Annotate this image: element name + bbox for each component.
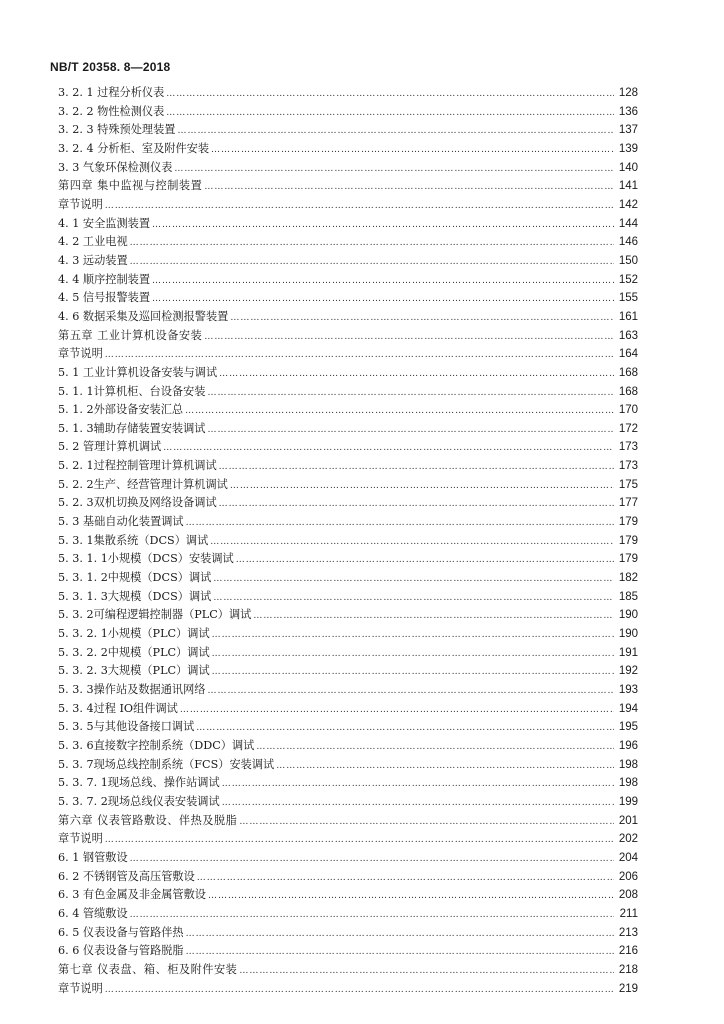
toc-entry-page-number: 201	[618, 814, 638, 827]
toc-dot-leader	[253, 607, 614, 626]
toc-entry-page-number: 164	[618, 348, 638, 361]
toc-dot-leader	[204, 178, 614, 197]
toc-entry-page-number: 150	[618, 254, 638, 267]
toc-entry-title: 5. 3. 7现场总线控制系统（FCS）安装调试	[58, 757, 275, 771]
toc-entry-title: 5. 3. 7. 2现场总线仪表安装调试	[58, 794, 220, 808]
toc-entry[interactable]	[58, 662, 638, 681]
toc-entry-page-number: 168	[618, 385, 638, 398]
toc-entry-title: 章节说明	[58, 981, 103, 995]
toc-entry[interactable]	[58, 308, 638, 327]
toc-entry-title: 4. 3 远动装置	[58, 253, 128, 267]
toc-entry[interactable]	[58, 905, 638, 924]
toc-entry-title: 6. 2 不锈钢管及高压管敷设	[58, 869, 195, 883]
toc-entry[interactable]	[58, 961, 638, 980]
toc-dot-leader	[208, 887, 614, 906]
toc-dot-leader	[207, 384, 614, 403]
toc-entry[interactable]	[58, 644, 638, 663]
toc-dot-leader	[212, 626, 614, 645]
toc-dot-leader	[204, 328, 614, 347]
toc-entry[interactable]	[58, 103, 638, 122]
toc-dot-leader	[105, 981, 614, 1000]
toc-entry[interactable]	[58, 849, 638, 868]
toc-dot-leader	[166, 104, 614, 123]
toc-entry[interactable]	[58, 980, 638, 999]
toc-entry-title: 3. 3 气象环保检测仪表	[58, 160, 173, 174]
toc-entry-title: 5. 1. 3辅助存储装置安装调试	[58, 421, 206, 435]
toc-entry[interactable]	[58, 886, 638, 905]
toc-entry-title: 4. 6 数据采集及巡回检测报警装置	[58, 309, 229, 323]
toc-entry[interactable]	[58, 756, 638, 775]
toc-dot-leader	[213, 589, 614, 608]
toc-entry[interactable]	[58, 494, 638, 513]
toc-dot-leader	[174, 160, 614, 179]
toc-dot-leader	[105, 831, 614, 850]
toc-entry[interactable]	[58, 532, 638, 551]
toc-entry[interactable]	[58, 718, 638, 737]
toc-entry-title: 5. 2. 2生产、经营管理计算机调试	[58, 477, 228, 491]
toc-entry[interactable]	[58, 830, 638, 849]
toc-entry[interactable]	[58, 476, 638, 495]
toc-entry-title: 第七章 仪表盘、箱、柜及附件安装	[58, 962, 238, 976]
toc-dot-leader	[152, 290, 614, 309]
toc-entry-page-number: 141	[618, 180, 638, 193]
toc-entry-page-number: 137	[618, 124, 638, 137]
toc-entry-page-number: 213	[618, 926, 638, 939]
toc-dot-leader	[130, 253, 614, 272]
toc-entry[interactable]	[58, 606, 638, 625]
toc-entry-page-number: 168	[618, 366, 638, 379]
toc-dot-leader	[222, 794, 614, 813]
toc-entry-title: 5. 3. 5与其他设备接口调试	[58, 720, 195, 734]
toc-entry[interactable]	[58, 289, 638, 308]
toc-entry-page-number: 211	[619, 907, 638, 920]
toc-entry[interactable]	[58, 457, 638, 476]
toc-dot-leader	[219, 458, 614, 477]
toc-entry-title: 6. 5 仪表设备与管路伴热	[58, 925, 184, 939]
toc-entry-title: 5. 3. 1集散系统（DCS）调试	[58, 533, 209, 547]
toc-entry[interactable]	[58, 327, 638, 346]
toc-entry-title: 5. 2. 3双机切换及网络设备调试	[58, 496, 217, 510]
toc-entry-title: 5. 3. 4过程 IO组件调试	[58, 701, 178, 715]
toc-entry-title: 5. 3. 1. 1小规模（DCS）安装调试	[58, 552, 234, 566]
toc-dot-leader	[219, 495, 614, 514]
toc-entry[interactable]	[58, 84, 638, 103]
toc-entry-page-number: 194	[618, 702, 638, 715]
toc-entry-title: 5. 2 管理计算机调试	[58, 440, 162, 454]
toc-entry-title: 章节说明	[58, 832, 103, 846]
toc-entry[interactable]	[58, 383, 638, 402]
toc-entry-page-number: 190	[618, 628, 638, 641]
toc-entry-page-number: 206	[618, 870, 638, 883]
toc-dot-leader	[163, 439, 614, 458]
toc-entry[interactable]	[58, 588, 638, 607]
toc-dot-leader	[256, 738, 614, 757]
toc-entry-page-number: 175	[618, 478, 638, 491]
toc-entry[interactable]	[58, 942, 638, 961]
toc-entry-page-number: 193	[618, 684, 638, 696]
toc-entry-page-number: 155	[618, 292, 638, 305]
toc-entry[interactable]	[58, 140, 638, 159]
toc-entry-title: 4. 1 安全监测装置	[58, 216, 151, 230]
toc-entry-page-number: 177	[618, 497, 638, 510]
toc-entry-title: 5. 3. 6直接数字控制系统（DDC）调试	[58, 738, 255, 752]
toc-dot-leader	[197, 869, 614, 888]
toc-entry-title: 5. 3. 2. 2中规模（PLC）调试	[58, 645, 210, 659]
toc-entry-title: 5. 3 基础自动化装置调试	[58, 515, 184, 529]
toc-entry-page-number: 179	[618, 516, 638, 529]
standard-code-header: NB/T 20358. 8—2018	[50, 60, 171, 74]
toc-entry[interactable]	[58, 364, 638, 383]
toc-entry-title: 3. 2. 2 物性检测仪表	[58, 104, 165, 118]
toc-entry-page-number: 208	[618, 889, 638, 902]
toc-entry-title: 5. 3. 1. 2中规模（DCS）调试	[58, 571, 212, 585]
toc-entry[interactable]	[58, 681, 638, 700]
toc-entry-page-number: 198	[618, 758, 638, 771]
toc-entry[interactable]	[58, 737, 638, 756]
toc-entry-page-number: 179	[618, 534, 638, 547]
toc-entry[interactable]	[58, 196, 638, 215]
toc-entry-title: 章节说明	[58, 197, 103, 211]
toc-dot-leader	[130, 234, 614, 253]
toc-entry-page-number: 199	[618, 795, 638, 808]
toc-entry[interactable]	[58, 569, 638, 588]
toc-entry[interactable]	[58, 793, 638, 812]
toc-entry-page-number: 179	[618, 553, 638, 566]
toc-dot-leader	[186, 943, 614, 962]
toc-entry-title: 6. 3 有色金属及非金属管敷设	[58, 888, 206, 902]
toc-entry[interactable]	[58, 625, 638, 644]
toc-dot-leader	[239, 813, 614, 832]
toc-dot-leader	[210, 533, 614, 552]
toc-dot-leader	[222, 775, 614, 794]
toc-entry-page-number: 146	[618, 236, 638, 249]
toc-entry-page-number: 191	[618, 646, 638, 659]
toc-entry-page-number: 198	[618, 777, 638, 790]
toc-dot-leader	[239, 962, 614, 981]
toc-entry-title: 5. 3. 1. 3大规模（DCS）调试	[58, 589, 212, 603]
toc-entry[interactable]	[58, 271, 638, 290]
toc-entry-title: 6. 6 仪表设备与管路脱脂	[58, 944, 184, 958]
toc-entry-title: 5. 3. 2. 3大规模（PLC）调试	[58, 664, 210, 678]
toc-entry-title: 5. 1. 2外部设备安装汇总	[58, 403, 184, 417]
toc-dot-leader	[213, 570, 614, 589]
toc-entry-title: 5. 1 工业计算机设备安装与调试	[58, 365, 218, 379]
toc-dot-leader	[180, 701, 614, 720]
toc-entry-title: 第五章 工业计算机设备安装	[58, 328, 203, 342]
toc-entry-page-number: 163	[618, 329, 638, 342]
toc-entry-title: 4. 2 工业电视	[58, 235, 128, 249]
toc-dot-leader	[177, 122, 614, 141]
toc-entry[interactable]	[58, 420, 638, 439]
toc-entry-title: 第四章 集中监视与控制装置	[58, 179, 203, 193]
toc-entry-title: 5. 3. 2. 1小规模（PLC）调试	[58, 627, 210, 641]
toc-entry-page-number: 128	[618, 87, 638, 99]
toc-dot-leader	[230, 309, 614, 328]
toc-entry-page-number: 140	[618, 161, 638, 174]
toc-entry[interactable]	[58, 774, 638, 793]
toc-entry-title: 第六章 仪表管路敷设、伴热及脱脂	[58, 813, 238, 827]
toc-entry[interactable]	[58, 438, 638, 457]
toc-entry-title: 4. 4 顺序控制装置	[58, 272, 151, 286]
toc-entry[interactable]	[58, 700, 638, 719]
toc-dot-leader	[105, 197, 614, 216]
toc-dot-leader	[207, 421, 614, 440]
toc-dot-leader	[185, 402, 614, 421]
toc-entry[interactable]	[58, 401, 638, 420]
toc-dot-leader	[130, 906, 614, 925]
toc-entry-page-number: 182	[618, 572, 638, 585]
toc-entry-page-number: 142	[618, 198, 638, 211]
toc-entry-title: 6. 1 钢管敷设	[58, 850, 128, 864]
toc-entry-page-number: 161	[618, 310, 638, 323]
toc-entry-title: 6. 4 管缆敷设	[58, 906, 128, 920]
toc-dot-leader	[152, 272, 614, 291]
toc-entry[interactable]	[58, 215, 638, 234]
toc-entry-title: 3. 2. 4 分析柜、室及附件安装	[58, 141, 210, 155]
toc-entry[interactable]	[58, 513, 638, 532]
toc-entry-page-number: 204	[618, 851, 638, 864]
toc-entry-page-number: 152	[618, 273, 638, 286]
toc-entry-title: 3. 2. 1 过程分析仪表	[58, 86, 165, 99]
toc-entry[interactable]	[58, 159, 638, 178]
toc-entry-title: 5. 3. 3操作站及数据通讯网络	[58, 683, 206, 696]
toc-entry-title: 5. 3. 2可编程逻辑控制器（PLC）调试	[58, 608, 252, 622]
toc-entry-page-number: 172	[618, 422, 638, 435]
toc-entry-title: 4. 5 信号报警装置	[58, 291, 151, 305]
toc-entry[interactable]	[58, 812, 638, 831]
toc-entry-title: 5. 3. 7. 1现场总线、操作站调试	[58, 776, 220, 790]
toc-entry[interactable]	[58, 924, 638, 943]
toc-entry-title: 5. 1. 1计算机柜、台设备安装	[58, 384, 206, 398]
toc-entry[interactable]	[58, 868, 638, 887]
toc-entry-page-number: 219	[618, 982, 638, 995]
toc-entry-page-number: 216	[618, 945, 638, 958]
toc-dot-leader	[152, 216, 614, 235]
toc-dot-leader	[130, 850, 614, 869]
toc-dot-leader	[196, 719, 614, 738]
toc-entry-page-number: 136	[618, 105, 638, 118]
toc-entry-title: 3. 2. 3 特殊预处理装置	[58, 123, 176, 137]
toc-entry-page-number: 173	[618, 460, 638, 473]
toc-dot-leader	[230, 477, 614, 496]
toc-dot-leader	[212, 645, 614, 664]
toc-dot-leader	[105, 346, 614, 365]
toc-entry[interactable]	[58, 252, 638, 271]
toc-dot-leader	[186, 514, 614, 533]
toc-entry-page-number: 185	[618, 590, 638, 603]
toc-dot-leader	[186, 925, 614, 944]
toc-dot-leader	[207, 682, 614, 701]
toc-entry-title: 5. 2. 1过程控制管理计算机调试	[58, 459, 217, 473]
toc-entry-page-number: 139	[618, 142, 638, 155]
toc-entry-page-number: 190	[618, 609, 638, 622]
toc-entry-page-number: 202	[618, 833, 638, 846]
toc-dot-leader	[276, 757, 614, 776]
table-of-contents	[58, 84, 638, 998]
toc-dot-leader	[219, 365, 614, 384]
toc-entry-page-number: 144	[618, 217, 638, 230]
toc-entry-page-number: 195	[618, 721, 638, 734]
toc-entry[interactable]	[58, 550, 638, 569]
toc-entry-title: 章节说明	[58, 347, 103, 361]
toc-entry-page-number: 173	[618, 441, 638, 454]
toc-dot-leader	[236, 551, 614, 570]
toc-entry[interactable]	[58, 177, 638, 196]
toc-entry[interactable]	[58, 345, 638, 364]
toc-entry[interactable]	[58, 121, 638, 140]
toc-dot-leader	[166, 85, 614, 104]
toc-dot-leader	[211, 141, 614, 160]
toc-entry-page-number: 192	[618, 665, 638, 678]
toc-entry-page-number: 196	[618, 739, 638, 752]
toc-entry[interactable]	[58, 233, 638, 252]
toc-entry-page-number: 218	[618, 963, 638, 976]
toc-entry-page-number: 170	[618, 404, 638, 417]
toc-dot-leader	[212, 663, 614, 682]
